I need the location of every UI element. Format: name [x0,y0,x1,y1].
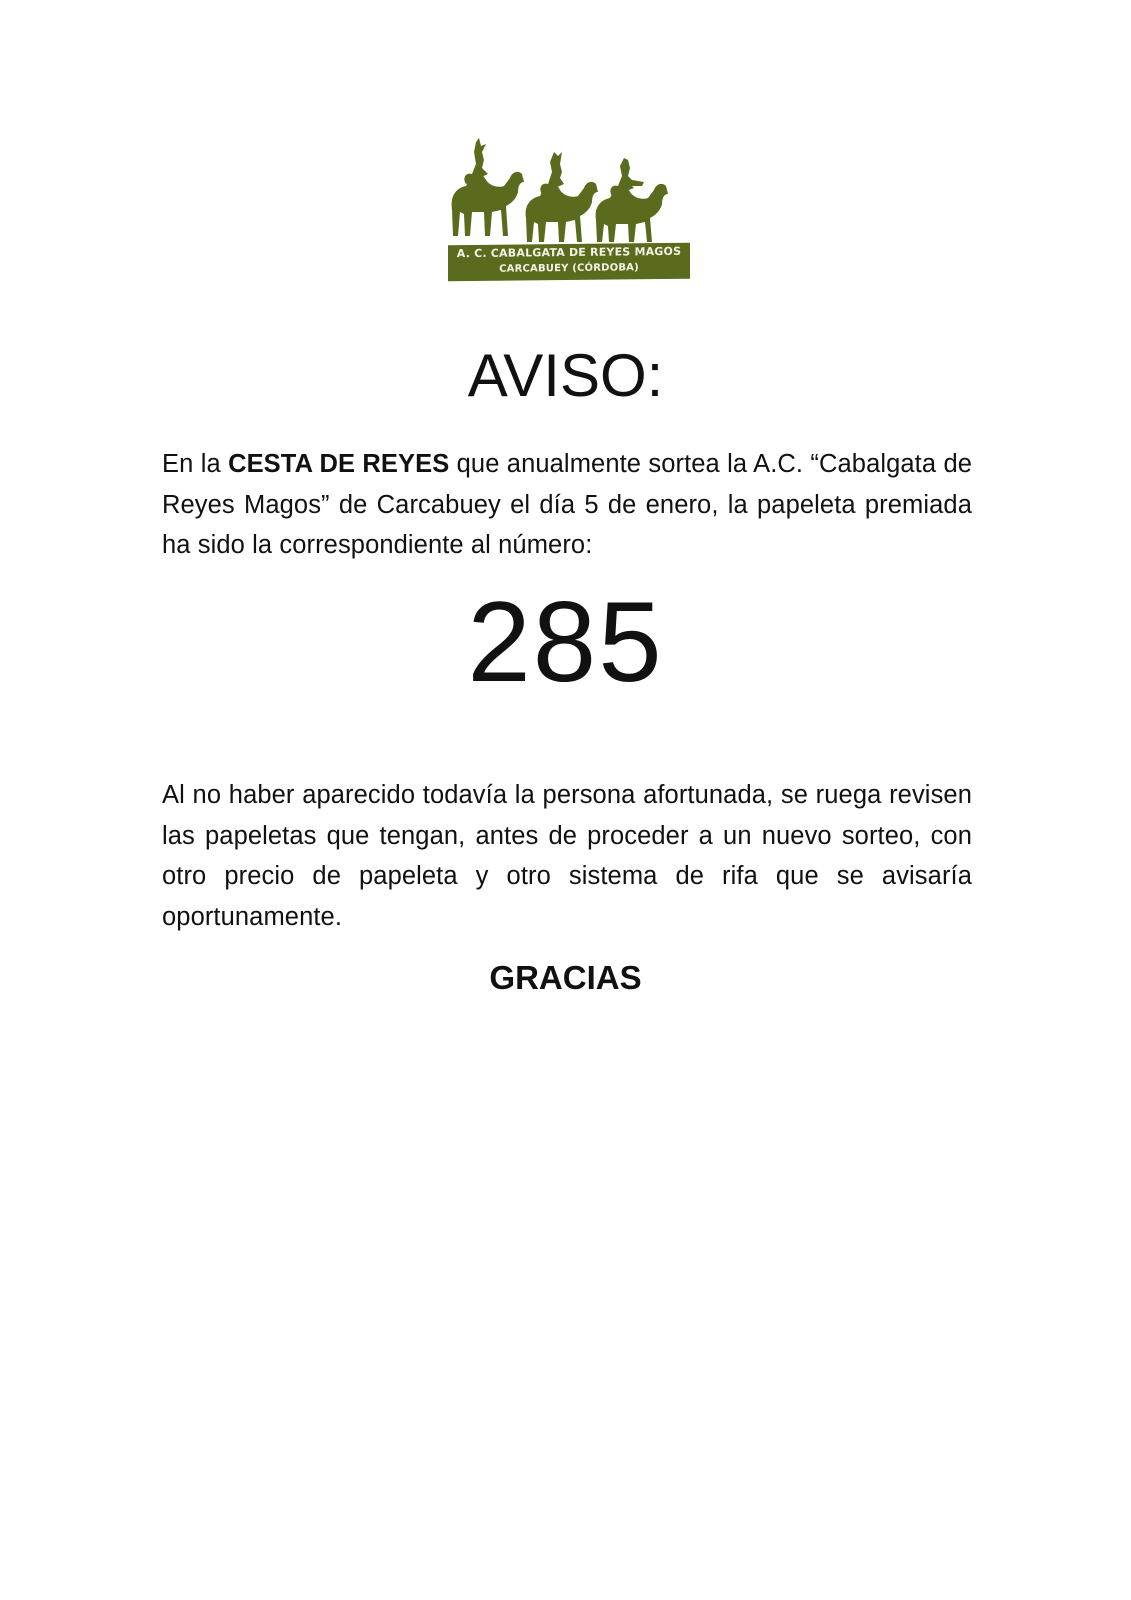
basket-name: CESTA DE REYES [228,450,450,478]
announcement-intro: En la [162,450,229,478]
logo-line-2: CARCABUEY (CÓRDOBA) [499,262,639,275]
association-logo [448,138,690,284]
logo-banner [448,243,690,282]
closing-thanks: GRACIAS [489,959,642,996]
three-kings-camels-icon [448,138,690,244]
announcement-body: que anualmente sortea la A.C. “Cabalgata de Reyes Magos” de Carcabuey el día 5 de enero, la papeleta premiada ha sido la correspondiente al número: [162,450,973,559]
notice-title: AVISO: [467,342,664,409]
winning-number: 285 [467,579,664,706]
announcement-paragraph [162,444,972,566]
logo-line-1: A. C. CABALGATA DE REYES MAGOS [456,244,682,261]
request-paragraph: Al no haber aparecido todavía la persona afortunada, se ruega revisen las papeletas que tengan, antes de proceder a un nuevo sorteo, con otro precio de papeleta y otro sistema de rifa que se avisaría oportunamente. [162,781,972,931]
